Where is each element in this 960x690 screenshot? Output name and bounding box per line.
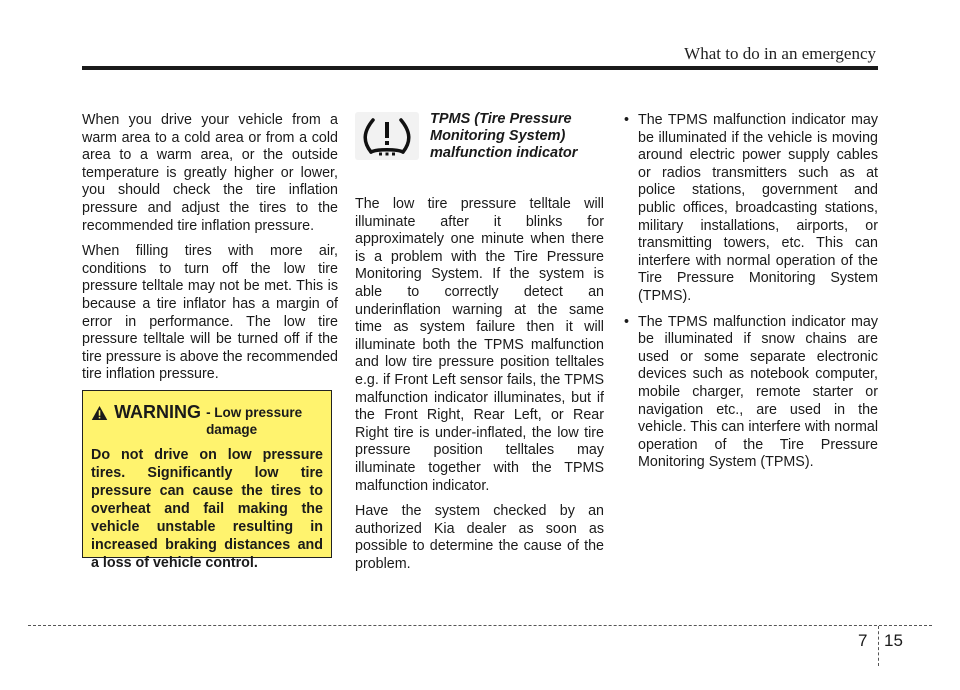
bullet-list <box>622 112 878 472</box>
list-item <box>622 314 878 472</box>
tpms-section-heading: TPMS (Tire Pressure Monitoring System) malfunction indicator <box>430 111 578 161</box>
paragraph-temperature: When you drive your vehicle from a warm area to a cold area or from a cold area to a warm area, or the outside temperature is greatly higher or lower, you should check the tire inflation pressure and adjust the tires to the recommended tire inflation pressure. <box>82 112 338 234</box>
page-number: 15 <box>884 631 903 650</box>
list-item <box>622 112 878 306</box>
bullet-text: The TPMS malfunction indicator may be illuminated if the vehicle is moving around electric power supply cables or radios transmitters such as at police stations, government and public offices, broadcasting stations, military installations, airports, or transmitting towers, etc. This can interfere with normal operation of the Tire Pressure Monitoring System (TPMS). <box>638 112 878 304</box>
bullet-dot-icon: • <box>624 313 630 330</box>
column-middle <box>355 112 604 581</box>
header-rule <box>82 66 878 70</box>
column-left <box>82 112 338 392</box>
footer-rule <box>28 625 932 626</box>
footer-divider <box>878 626 879 666</box>
bullet-text: The TPMS malfunction indicator may be illuminated if snow chains are used or some separate electronic devices such as notebook computer, mobile charger, remote starter or navigation etc., are used in the vehicle. This can interfere with normal operation of the Tire Pressure Monitoring System (TPMS). <box>638 313 878 471</box>
column-right <box>622 112 878 480</box>
warning-subtitle: - Low pressure damage <box>206 405 303 437</box>
paragraph-inflator: When filling tires with more air, conditions to turn off the low tire pressure telltale may not be met. This is because a tire inflator has a margin of error in performance. The low tire pressure telltale will be turned off if the tire pressure is above the recommended tire inflation pressure. <box>82 243 338 383</box>
page-header-title: What to do in an emergency <box>684 44 876 63</box>
paragraph-tpms-malfunction: The low tire pressure telltale will illuminate after it blinks for approximately one minute when there is a problem with the Tire Pressure Monitoring System. If the system is able to correctly detect an underinflation warning at the same time as system failure then it will illuminate both the TPMS malfunction and low tire pressure position telltales e.g. if Front Left sensor fails, the TPMS malfunction indicator illuminates, but if the Front Right, Rear Left, or Rear Right tire is under-inflated, the low tire pressure position telltales may illuminate together with the TPMS malfunction indicator. <box>355 196 604 494</box>
bullet-dot-icon: • <box>624 112 630 128</box>
chapter-number: 7 <box>858 631 868 650</box>
warning-box <box>82 390 332 571</box>
paragraph-dealer: Have the system checked by an authorized Kia dealer as soon as possible to determine the cause of the problem. <box>355 503 604 572</box>
warning-body: Do not drive on low pressure tires. Significantly low tire pressure can cause the tires to overheat and fail making the vehicle unstable resulting in increased braking distances and a loss of vehicle control. <box>91 447 323 571</box>
warning-label: WARNING <box>114 402 202 422</box>
warning-header <box>91 401 323 438</box>
warning-triangle-icon <box>91 403 108 423</box>
